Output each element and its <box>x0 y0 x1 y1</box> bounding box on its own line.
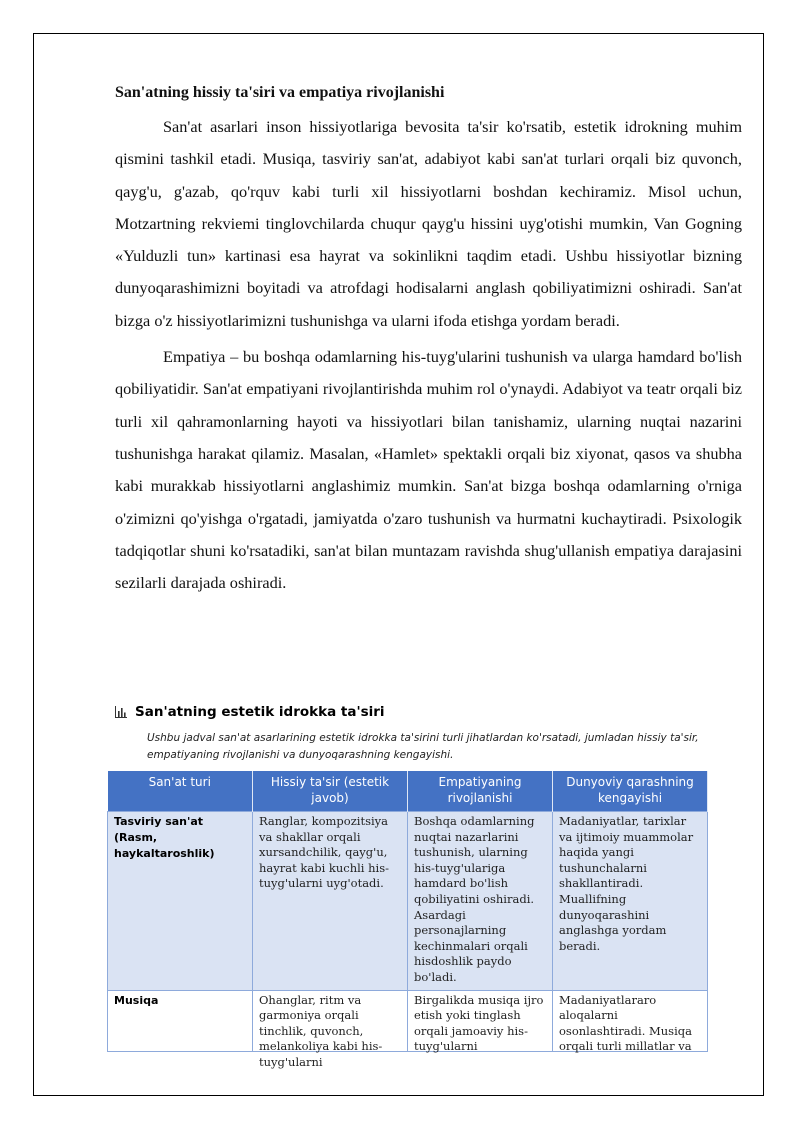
table-heading-text: San'atning estetik idrokka ta'siri <box>135 704 385 720</box>
header-emotional-impact: Hissiy ta'sir (estetik javob) <box>253 771 408 812</box>
table-section <box>114 700 710 1069</box>
cell-worldview: Madaniyatlararo aloqalarni osonlashtiradi. Musiqa orqali turli millatlar va <box>553 990 708 1051</box>
table-row <box>108 990 708 1051</box>
cell-empathy: Boshqa odamlarning nuqtai nazarlarini tushunish, ularning his-tuyg'ulariga hamdard bo'lish qobiliyatini oshiradi. Asardagi personajlarning kechinmalari orqali hisdoshlik paydo bo'ladi. <box>408 812 553 991</box>
art-impact-table <box>107 771 708 1069</box>
table-caption: Ushbu jadval san'at asarlarining estetik idrokka ta'sirini turli jihatlardan ko'rsatadi, jumladan hissiy ta'sir, empatiyaning rivojlanishi va dunyoqarashning kengayishi. <box>147 732 699 761</box>
cell-empathy: Birgalikda musiqa ijro etish yoki tinglash orqali jamoaviy his-tuyg'ularni <box>408 990 553 1051</box>
cell-art-type: Tasviriy san'at (Rasm, haykaltaroshlik) <box>108 812 253 991</box>
paragraph-emotional-impact: San'at asarlari inson hissiyotlariga bevosita ta'sir ko'rsatib, estetik idrokning muhim qismini tashkil etadi. Musiqa, tasviriy san'at, adabiyot kabi san'at turlari orqali biz quvonch, qayg'u, g'azab, qo'rquv kabi turli xil hissiyotlarni boshdan kechiramiz. Misol uchun, Motzartning rekviemi tinglovchilarda chuqur qayg'u hissini uyg'otishi mumkin, Van Gogning «Yulduzli tun» kartinasi esa hayrat va sokinlikni taqdim etadi. Ushbu hissiyotlar bizning dunyoqarashimizni boyitadi va atrofdagi hodisalarni anglash qobiliyatimizni oshiradi. San'at bizga o'z hissiyotlarimizni tushunishga va ularni ifoda etishga yordam beradi. <box>115 117 742 330</box>
paragraph-empathy: Empatiya – bu boshqa odamlarning his-tuyg'ularini tushunish va ularga hamdard bo'lish qobiliyatidir. San'at empatiyani rivojlantirishda muhim rol o'ynaydi. Adabiyot va teatr orqali biz turli xil qahramonlarning hayoti va hissiyotlari bilan tanishamiz, ularning nuqtai nazarini tushunishga harakat qilamiz. Masalan, «Hamlet» spektakli orqali biz xiyonat, qasos va shubha kabi murakkab hissiyotlarni anglashimiz mumkin. San'at bizga boshqa odamlarning o'rniga o'zimizni qo'yishga o'rgatadi, jamiyatda o'zaro tushunish va hurmatni kuchaytiradi. Psixologik tadqiqotlar shuni ko'rsatadiki, san'at bilan muntazam ravishda shug'ullanish empatiya darajasini sezilarli darajada oshiradi. <box>115 347 742 593</box>
header-empathy: Empatiyaning rivojlanishi <box>408 771 553 812</box>
cell-worldview: Madaniyatlar, tarixlar va ijtimoiy muammolar haqida yangi tushunchalarni shakllantiradi. Muallifning dunyoqarashini anglashga yordam beradi. <box>553 812 708 991</box>
cell-emotional-impact: Ohanglar, ritm va garmoniya orqali tinchlik, quvonch, melankoliya kabi his-tuyg'ularni <box>253 990 408 1051</box>
cell-emotional-impact: Ranglar, kompozitsiya va shakllar orqali xursandchilik, qayg'u, hayrat kabi kuchli his-tuyg'ularni uyg'otadi. <box>253 812 408 991</box>
bar-chart-icon <box>115 706 127 718</box>
text-section <box>115 82 742 599</box>
table-heading <box>115 700 710 724</box>
header-worldview: Dunyoviy qarashning kengayishi <box>553 771 708 812</box>
table-row <box>108 812 708 991</box>
section-title: San'atning hissiy ta'siri va empatiya rivojlanishi <box>115 84 445 101</box>
table-header-row <box>108 771 708 812</box>
cell-art-type: Musiqa <box>108 990 253 1051</box>
header-art-type: San'at turi <box>108 771 253 812</box>
